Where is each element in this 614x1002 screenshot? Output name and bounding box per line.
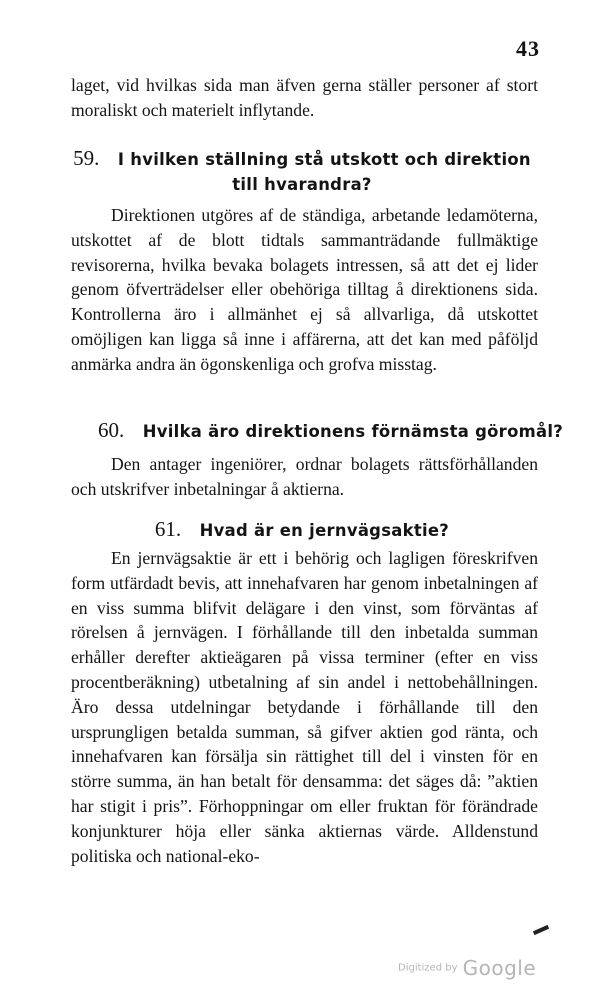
print-mark (533, 925, 549, 935)
section-60-number: 60. (98, 418, 125, 442)
section-59-number: 59. (73, 146, 100, 170)
intro-paragraph: laget, vid hvilkas sida man äfven gerna ställer personer af stort moraliskt och materielt inflytande. (71, 75, 538, 120)
section-60-heading (98, 418, 568, 444)
page-number: 43 (516, 36, 540, 61)
section-61-number: 61. (154, 517, 182, 541)
section-59-body: Direktionen utgöres af de ständiga, arbetande ledamöterna, utskottet af de blott tidtals sammanträdande fullmäktige revisorerna, hvilka bevaka bolagets intressen, så att det ej lider genom öfverträdelser eller obehöriga tilltag å direktionens sida. Kontrollerna äro i allmänhet ej så allvarliga, då utskottet omöjligen kan ligga så inne i affärerna, att det kan med påföljd anmärka andra än ögonskenliga och grofva misstag. (71, 205, 538, 374)
watermark-brand: Google (462, 956, 537, 980)
section-61-body: En jernvägsaktie är ett i behörig och lagligen föreskrifven form utfärdadt bevis, att innehafvaren har genom inbetalningen af en viss summa blifvit delägare i den vinst, som förväntas af rörelsen å jernvägen. I förhållande till den inbetalda summan erhåller derefter aktieägaren på vissa terminer (efter en viss procentberäkning) utbetalning af sin andel i nettobehållningen. Äro dessa utdelningar betydande i förhållande till den ursprungligen betalda summan, så gifver aktien god ränta, och innehafvaren kan försälja sin rättighet till del i vinsten för en större summa, än han betalt för densamma: det säges då: ”aktien har stigit i pris”. Förhoppningar om eller fruktan för förändrade konjunkturer höja eller sänka aktiernas värde. Alldenstund politiska och national-eko- (71, 548, 538, 866)
section-59-heading-cont (60, 172, 544, 197)
section-60-title: Hvilka äro direktionens förnämsta göromål? (142, 422, 564, 441)
watermark-prefix: Digitized by (398, 962, 458, 974)
section-59-title-line1: I hvilken ställning stå utskott och direktion (117, 150, 531, 169)
section-61-heading (60, 517, 544, 543)
section-61-title: Hvad är en jernvägsaktie? (199, 521, 450, 540)
section-60-body: Den antager ingeniörer, ordnar bolagets rättsförhållanden och utskrifver inbetalningar å aktierna. (71, 454, 538, 499)
section-59-heading (60, 146, 544, 172)
digitized-watermark (398, 956, 536, 980)
section-59-title-line2: till hvarandra? (232, 175, 372, 194)
